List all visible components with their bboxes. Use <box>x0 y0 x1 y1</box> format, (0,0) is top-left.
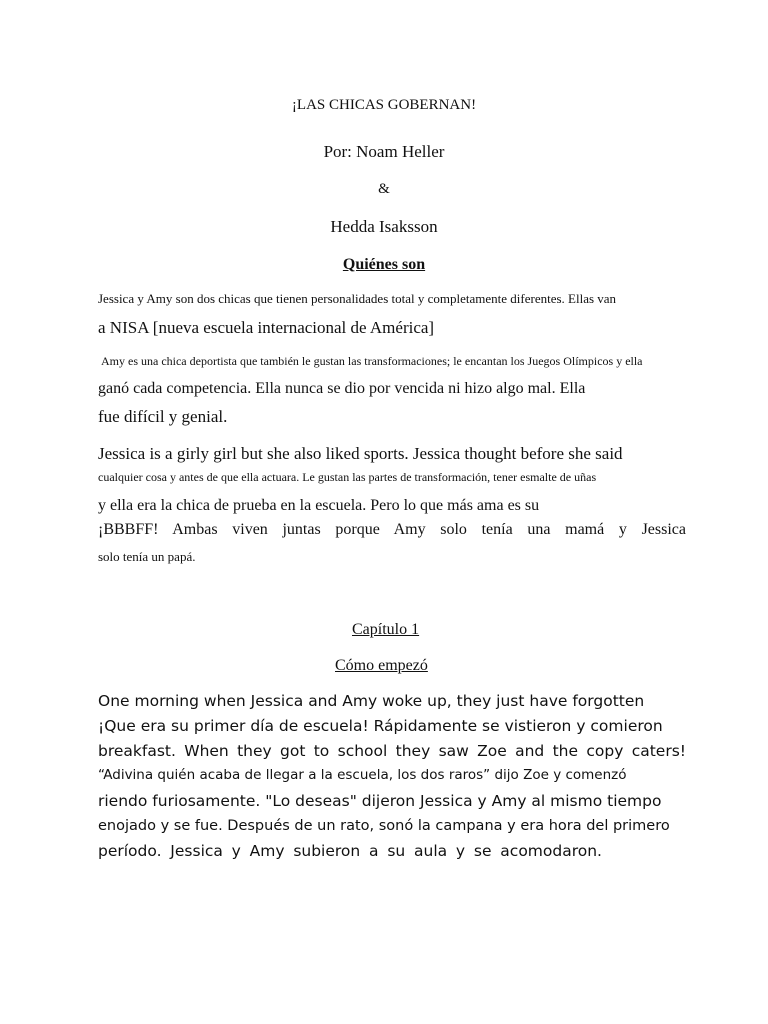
chapter-line: “Adivina quién acaba de llegar a la escuela, los dos raros” dijo Zoe y comenzó <box>98 767 627 783</box>
intro-line: ganó cada competencia. Ella nunca se dio por vencida ni hizo algo mal. Ella <box>98 380 586 397</box>
chapter-line: enojado y se fue. Después de un rato, sonó la campana y era hora del primero <box>98 818 670 834</box>
document-title: ¡LAS CHICAS GOBERNAN! <box>291 97 477 113</box>
intro-line: y ella era la chica de prueba en la escuela. Pero lo que más ama es su <box>98 497 540 514</box>
intro-line: Jessica is a girly girl but she also liked sports. Jessica thought before she said <box>98 444 623 463</box>
section-heading: Quiénes son <box>342 256 426 273</box>
chapter-title: Cómo empezó <box>335 657 428 674</box>
intro-line: Jessica y Amy son dos chicas que tienen personalidades total y completamente diferentes. Ellas van <box>98 291 617 306</box>
intro-line: cualquier cosa y antes de que ella actuara. Le gustan las partes de transformación, tener esmalte de uñas <box>98 470 597 484</box>
chapter-number: Capítulo 1 <box>352 621 420 638</box>
intro-line: Amy es una chica deportista que también le gustan las transformaciones; le encantan los Juegos Olímpicos y ella <box>101 354 643 368</box>
chapter-line: ¡Que era su primer día de escuela! Rápidamente se vistieron y comieron <box>98 717 663 735</box>
intro-line: a NISA [nueva escuela internacional de América] <box>98 318 435 337</box>
chapter-line: breakfast. When they got to school they saw Zoe and the copy caters! <box>98 742 686 760</box>
chapter-line: riendo furiosamente. "Lo deseas" dijeron Jessica y Amy al mismo tiempo <box>98 792 662 810</box>
author-ampersand: & <box>378 181 390 197</box>
intro-line: fue difícil y genial. <box>98 407 228 426</box>
intro-line: ¡BBBFF! Ambas viven juntas porque Amy solo tenía una mamá y Jessica <box>98 521 686 538</box>
author-byline: Por: Noam Heller <box>323 142 445 161</box>
chapter-line: período. Jessica y Amy subieron a su aula y se acomodaron. <box>98 842 602 860</box>
second-author: Hedda Isaksson <box>330 217 438 236</box>
intro-line: solo tenía un papá. <box>98 549 196 564</box>
chapter-line: One morning when Jessica and Amy woke up, they just have forgotten <box>98 692 645 710</box>
